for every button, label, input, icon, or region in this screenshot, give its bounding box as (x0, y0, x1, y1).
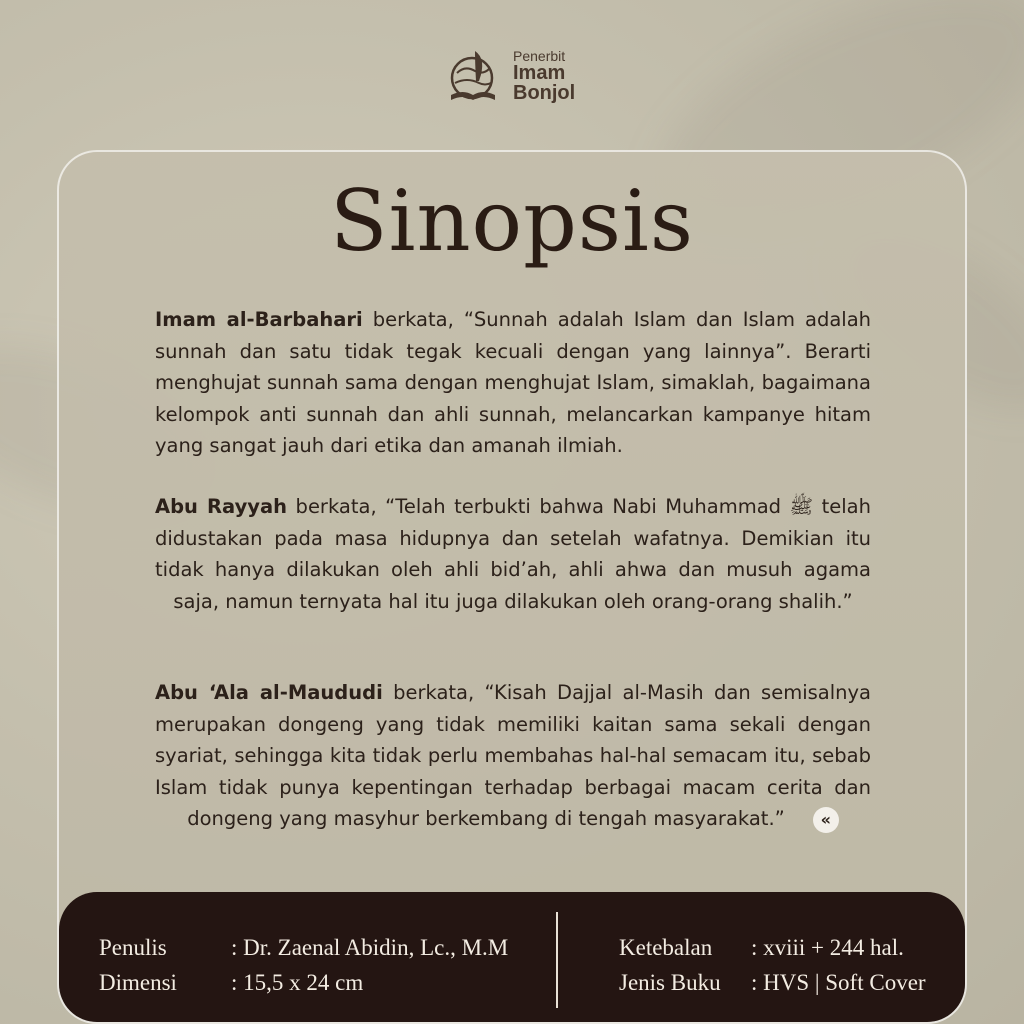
globe-book-quill-icon (445, 45, 507, 107)
paragraph-text: berkata, “Telah terbukti bahwa Nabi Muhammad ﷺ telah didustakan pada masa hidupnya dan setelah wafatnya. Demikian itu tidak hanya dilakukan oleh ahli bid’ah, ahli ahwa dan musuh agama saja, namun ternyata hal itu juga dilakukan oleh orang-orang shalih.” (155, 495, 871, 613)
page-title: Sinopsis (330, 172, 694, 270)
info-label: Jenis Buku (619, 970, 721, 995)
synopsis-paragraph (155, 677, 871, 835)
read-more-icon[interactable]: « (813, 807, 839, 833)
info-label: Penulis (99, 935, 167, 960)
book-info-panel (59, 892, 965, 1024)
info-label: Ketebalan (619, 935, 713, 960)
logo-text-line2: Imam (513, 62, 566, 84)
info-column-right (619, 930, 926, 1000)
logo-text-line1: Penerbit (513, 48, 566, 64)
logo-text-line3: Bonjol (513, 82, 576, 104)
speaker-name: Imam al-Barbahari (155, 308, 363, 331)
synopsis-card (57, 150, 967, 1024)
info-label: Dimensi (99, 970, 177, 995)
info-value: : HVS | Soft Cover (751, 970, 926, 995)
info-row-thickness (619, 930, 926, 965)
publisher-logo (445, 44, 585, 108)
speaker-name: Abu Rayyah (155, 495, 288, 518)
info-value: : xviii + 244 hal. (751, 935, 904, 960)
info-value: : Dr. Zaenal Abidin, Lc., M.M (231, 935, 509, 960)
speaker-name: Abu ‘Ala al-Maududi (155, 681, 383, 704)
paragraph-text: berkata, “Kisah Dajjal al-Masih dan semisalnya merupakan dongeng yang tidak memiliki kaitan sama sekali dengan syariat, sehingga kita tidak perlu membahas hal-hal semacam itu, sebab Islam tidak punya kepentingan terhadap berbagai macam cerita dan dongeng yang masyhur berkembang di tengah masyarakat.” (155, 681, 871, 830)
info-divider (556, 912, 558, 1008)
info-value: : 15,5 x 24 cm (231, 970, 364, 995)
info-row-dimension (99, 965, 508, 1000)
synopsis-paragraph (155, 304, 871, 462)
info-row-author (99, 930, 508, 965)
paragraph-text: berkata, “Sunnah adalah Islam dan Islam adalah sunnah dan satu tidak tegak kecuali dengan yang lainnya”. Berarti menghujat sunnah sama dengan menghujat Islam, simaklah, bagaimana kelompok anti sunnah dan ahli sunnah, melancarkan kampanye hitam yang sangat jauh dari etika dan amanah ilmiah. (155, 308, 872, 457)
info-row-book-type (619, 965, 926, 1000)
synopsis-paragraph (155, 491, 871, 617)
info-column-left (99, 930, 508, 1000)
